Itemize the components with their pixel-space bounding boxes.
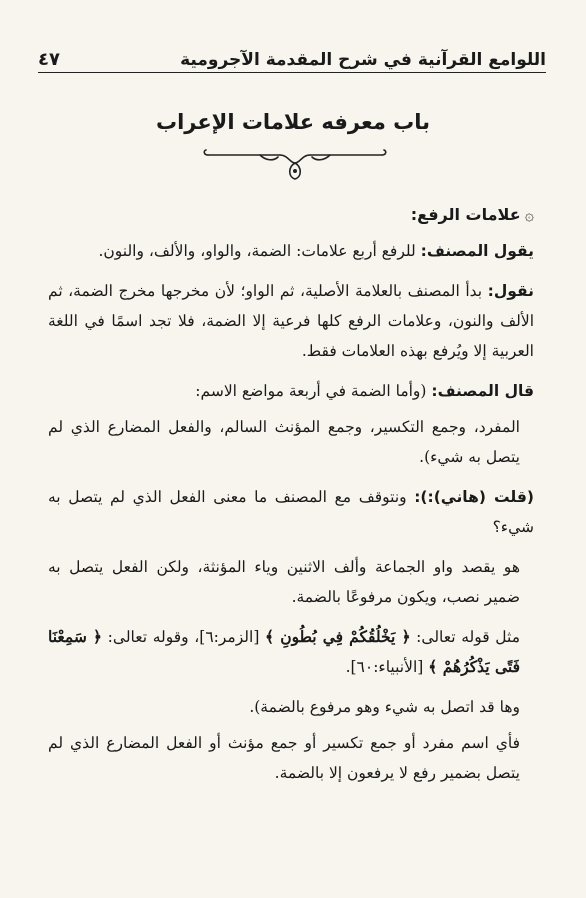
lead-author-said: قال المصنف: [431,382,534,400]
lead-author-says: يقول المصنف: [420,242,534,260]
paragraph-text: بدأ المصنف بالعلامة الأصلية، ثم الواو؛ لأن مخرجها مخرج الضمة، ثم الألف والنون، وعلامات الرفع كلها فرعية إلا الضمة، فلا تجد اسمًا في اللغة العربية إلا ويُرفع بهذه العلامات فقط. [48,282,534,360]
paragraph-author-statement [48,236,534,266]
paragraph-text: مثل قوله تعالى: [410,628,521,646]
paragraph-examples [48,622,534,682]
flower-ornament-icon: ۞ [524,205,534,224]
paragraph-text: وها قد اتصل به شيء وهو مرفوع بالضمة). [249,698,520,716]
page-body [48,200,534,798]
paragraph-note [48,692,534,722]
section-title: علامات الرفع: [410,205,521,224]
page-header [38,40,546,73]
lead-i-said: (قلت (هاني):): [414,488,534,506]
paragraph-answer [48,552,534,612]
title-ornament-icon [200,145,390,185]
paragraph-positions [48,412,534,472]
paragraph-text: ونتوقف مع المصنف ما معنى الفعل الذي لم يتصل به شيء؟ [48,488,534,536]
lead-we-say: نقول: [487,282,534,300]
section-heading [48,200,534,230]
paragraph-text: [الأنبياء:٦٠]. [345,658,429,676]
paragraph-text: (وأما الضمة في أربعة مواضع الاسم: [195,382,432,400]
paragraph-text: هو يقصد واو الجماعة وألف الاثنين وياء المؤنثة، ولكن الفعل يتصل به ضمير نصب، ويكون مرفوعًا بالضمة. [48,558,520,606]
paragraph-text: [الزمر:٦]، وقوله تعالى: [102,628,266,646]
paragraph-conclusion [48,728,534,788]
paragraph-text: المفرد، وجمع التكسير، وجمع المؤنث السالم، والفعل المضارع الذي لم يتصل به شيء). [48,418,520,466]
quran-verse: ﴿ سَمِعْنَا فَتًى يَذْكُرُهُمْ ﴾ [48,627,520,676]
running-title: اللوامع القرآنية في شرح المقدمة الآجرومية [180,50,546,70]
paragraph-question [48,482,534,542]
paragraph-text: للرفع أربع علامات: الضمة، والواو، والألف، والنون. [98,242,421,260]
paragraph-author-said [48,376,534,406]
page-number: ٤٧ [38,49,60,70]
paragraph-text: فأي اسم مفرد أو جمع تكسير أو جمع مؤنث أو الفعل المضارع الذي لم يتصل بضمير رفع لا يرفعون إلا بالضمة. [48,734,520,782]
paragraph-commentary [48,276,534,366]
chapter-title: باب معرفه علامات الإعراب [155,110,431,134]
quran-verse: ﴿ يَخْلُقُكُمْ فِي بُطُونِ ﴾ [265,627,411,646]
